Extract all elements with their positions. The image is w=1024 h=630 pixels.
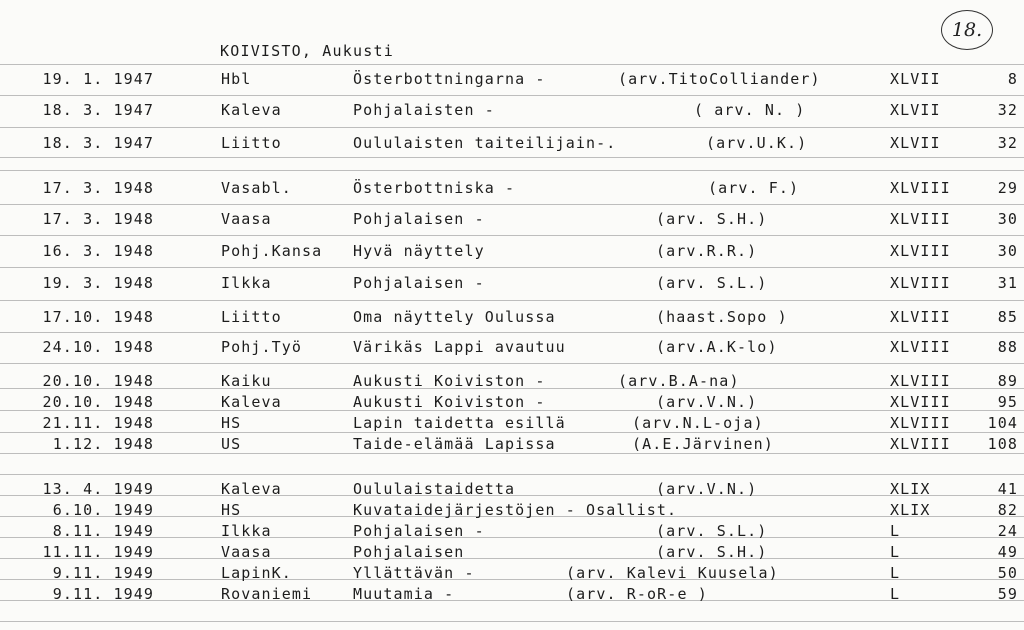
entry-title: Österbottniska - bbox=[353, 179, 516, 197]
entry-date: 19. 3. 1948 bbox=[42, 274, 154, 292]
entry-date: 1.12. 1948 bbox=[52, 435, 154, 453]
entry-row bbox=[0, 101, 1024, 121]
entry-page: 88 bbox=[997, 338, 1018, 356]
entry-title: Pohjalaisten - bbox=[353, 101, 495, 119]
entry-row bbox=[0, 372, 1024, 392]
entry-reviewer: (arv.TitoColliander) bbox=[618, 70, 821, 88]
entry-title: Värikäs Lappi avautuu bbox=[353, 338, 566, 356]
entry-volume: XLVII bbox=[890, 134, 941, 152]
entry-row bbox=[0, 522, 1024, 542]
entry-page: 89 bbox=[997, 372, 1018, 390]
entry-volume: XLVIII bbox=[890, 372, 951, 390]
entry-title: Kuvataidejärjestöjen - Osallist. bbox=[353, 501, 678, 519]
entry-source: Vaasa bbox=[221, 210, 272, 228]
entry-volume: XLVIII bbox=[890, 338, 951, 356]
entry-reviewer: (arv.V.N.) bbox=[656, 393, 758, 411]
entry-page: 41 bbox=[997, 480, 1018, 498]
entry-source: Ilkka bbox=[221, 274, 272, 292]
entry-date: 16. 3. 1948 bbox=[42, 242, 154, 260]
entry-reviewer: (A.E.Järvinen) bbox=[632, 435, 774, 453]
entry-row bbox=[0, 414, 1024, 434]
entry-page: 108 bbox=[987, 435, 1018, 453]
entry-reviewer: (arv. S.H.) bbox=[656, 210, 768, 228]
ruled-line bbox=[0, 157, 1024, 158]
entry-row bbox=[0, 242, 1024, 262]
entry-date: 21.11. 1948 bbox=[42, 414, 154, 432]
ruled-line bbox=[0, 474, 1024, 475]
entry-page: 104 bbox=[987, 414, 1018, 432]
entry-volume: XLVIII bbox=[890, 179, 951, 197]
entry-title: Oululaistaidetta bbox=[353, 480, 516, 498]
entry-title: Pohjalaisen bbox=[353, 543, 465, 561]
entry-page: 50 bbox=[997, 564, 1018, 582]
entry-reviewer: (arv. S.H.) bbox=[656, 543, 768, 561]
entry-source: Ilkka bbox=[221, 522, 272, 540]
entry-date: 20.10. 1948 bbox=[42, 372, 154, 390]
entry-title: Pohjalaisen - bbox=[353, 210, 485, 228]
ruled-line bbox=[0, 127, 1024, 128]
entry-date: 18. 3. 1947 bbox=[42, 101, 154, 119]
entry-row bbox=[0, 501, 1024, 521]
entry-volume: XLVII bbox=[890, 70, 941, 88]
entry-title: Taide-elämää Lapissa bbox=[353, 435, 556, 453]
entry-title: Aukusti Koiviston - bbox=[353, 393, 546, 411]
entry-page: 30 bbox=[997, 210, 1018, 228]
entry-source: Kaleva bbox=[221, 480, 282, 498]
entry-title: Pohjalaisen - bbox=[353, 522, 485, 540]
entry-volume: L bbox=[890, 522, 901, 540]
entry-row bbox=[0, 70, 1024, 90]
entry-source: HS bbox=[221, 501, 242, 519]
entry-row bbox=[0, 274, 1024, 294]
entry-date: 17.10. 1948 bbox=[42, 308, 154, 326]
entry-row bbox=[0, 564, 1024, 584]
entry-row bbox=[0, 480, 1024, 500]
ruled-line bbox=[0, 267, 1024, 268]
entry-source: Pohj.Kansa bbox=[221, 242, 323, 260]
ruled-line bbox=[0, 170, 1024, 171]
entry-reviewer: (arv.U.K.) bbox=[706, 134, 808, 152]
entry-reviewer: (arv.A.K-lo) bbox=[656, 338, 778, 356]
entry-title: Lapin taidetta esillä bbox=[353, 414, 566, 432]
entry-title: Oululaisten taiteilijain-. bbox=[353, 134, 617, 152]
entry-source: Pohj.Työ bbox=[221, 338, 303, 356]
entry-page: 32 bbox=[997, 101, 1018, 119]
entry-source: Liitto bbox=[221, 134, 282, 152]
entry-page: 29 bbox=[997, 179, 1018, 197]
entry-volume: XLVIII bbox=[890, 414, 951, 432]
entry-source: Rovaniemi bbox=[221, 585, 313, 603]
entry-volume: L bbox=[890, 585, 901, 603]
ruled-line bbox=[0, 235, 1024, 236]
entry-page: 8 bbox=[1007, 70, 1018, 88]
ruled-line bbox=[0, 64, 1024, 65]
person-name: KOIVISTO, Aukusti bbox=[220, 42, 394, 60]
entry-source: US bbox=[221, 435, 242, 453]
entry-reviewer: (arv. S.L.) bbox=[656, 522, 768, 540]
entry-volume: XLVIII bbox=[890, 274, 951, 292]
entry-date: 8.11. 1949 bbox=[52, 522, 154, 540]
entry-page: 31 bbox=[997, 274, 1018, 292]
ruled-line bbox=[0, 300, 1024, 301]
entry-row bbox=[0, 134, 1024, 154]
entry-source: HS bbox=[221, 414, 242, 432]
ruled-line bbox=[0, 332, 1024, 333]
entry-row bbox=[0, 308, 1024, 328]
entry-date: 6.10. 1949 bbox=[52, 501, 154, 519]
entry-title: Pohjalaisen - bbox=[353, 274, 485, 292]
entry-volume: XLVIII bbox=[890, 393, 951, 411]
entry-title: Österbottningarna - bbox=[353, 70, 546, 88]
entry-date: 17. 3. 1948 bbox=[42, 210, 154, 228]
entry-source: Vaasa bbox=[221, 543, 272, 561]
entry-date: 18. 3. 1947 bbox=[42, 134, 154, 152]
entry-reviewer: (haast.Sopo ) bbox=[656, 308, 788, 326]
entry-page: 32 bbox=[997, 134, 1018, 152]
entry-date: 11.11. 1949 bbox=[42, 543, 154, 561]
ruled-line bbox=[0, 204, 1024, 205]
entry-reviewer: (arv.R.R.) bbox=[656, 242, 758, 260]
ruled-line bbox=[0, 95, 1024, 96]
entry-source: Kaleva bbox=[221, 393, 282, 411]
entry-title: Muutamia - bbox=[353, 585, 455, 603]
entry-volume: L bbox=[890, 564, 901, 582]
entry-volume: XLVII bbox=[890, 101, 941, 119]
entry-date: 9.11. 1949 bbox=[52, 585, 154, 603]
entry-row bbox=[0, 210, 1024, 230]
entry-date: 13. 4. 1949 bbox=[42, 480, 154, 498]
entry-source: Kaleva bbox=[221, 101, 282, 119]
entry-page: 24 bbox=[997, 522, 1018, 540]
entry-page: 59 bbox=[997, 585, 1018, 603]
entry-row bbox=[0, 543, 1024, 563]
entry-title: Hyvä näyttely bbox=[353, 242, 485, 260]
entry-volume: XLVIII bbox=[890, 242, 951, 260]
entry-title: Oma näyttely Oulussa bbox=[353, 308, 556, 326]
entry-date: 17. 3. 1948 bbox=[42, 179, 154, 197]
entry-source: Hbl bbox=[221, 70, 252, 88]
entry-source: Vasabl. bbox=[221, 179, 292, 197]
entry-page: 49 bbox=[997, 543, 1018, 561]
entry-date: 19. 1. 1947 bbox=[42, 70, 154, 88]
entry-row bbox=[0, 179, 1024, 199]
entry-row bbox=[0, 435, 1024, 455]
ruled-line bbox=[0, 621, 1024, 622]
entry-page: 95 bbox=[997, 393, 1018, 411]
entry-row bbox=[0, 585, 1024, 605]
page-number: 18. bbox=[941, 10, 993, 50]
entry-reviewer: (arv.N.L-oja) bbox=[632, 414, 764, 432]
entry-row bbox=[0, 393, 1024, 413]
entry-volume: XLVIII bbox=[890, 210, 951, 228]
entry-source: LapinK. bbox=[221, 564, 292, 582]
entry-date: 9.11. 1949 bbox=[52, 564, 154, 582]
entry-reviewer: (arv. Kalevi Kuusela) bbox=[566, 564, 779, 582]
entry-reviewer: (arv. S.L.) bbox=[656, 274, 768, 292]
entry-reviewer: ( arv. N. ) bbox=[694, 101, 806, 119]
entry-page: 30 bbox=[997, 242, 1018, 260]
entry-volume: XLIX bbox=[890, 480, 931, 498]
entry-volume: L bbox=[890, 543, 901, 561]
ruled-line bbox=[0, 363, 1024, 364]
entry-title: Yllättävän - bbox=[353, 564, 475, 582]
entry-page: 85 bbox=[997, 308, 1018, 326]
entry-title: Aukusti Koiviston - bbox=[353, 372, 546, 390]
entry-row bbox=[0, 338, 1024, 358]
entry-volume: XLVIII bbox=[890, 435, 951, 453]
entry-reviewer: (arv. F.) bbox=[708, 179, 800, 197]
entry-reviewer: (arv.B.A-na) bbox=[618, 372, 740, 390]
entry-volume: XLVIII bbox=[890, 308, 951, 326]
entry-source: Liitto bbox=[221, 308, 282, 326]
entry-reviewer: (arv. R-oR-e ) bbox=[566, 585, 708, 603]
entry-page: 82 bbox=[997, 501, 1018, 519]
entry-reviewer: (arv.V.N.) bbox=[656, 480, 758, 498]
entry-source: Kaiku bbox=[221, 372, 272, 390]
entry-date: 24.10. 1948 bbox=[42, 338, 154, 356]
entry-volume: XLIX bbox=[890, 501, 931, 519]
entry-date: 20.10. 1948 bbox=[42, 393, 154, 411]
